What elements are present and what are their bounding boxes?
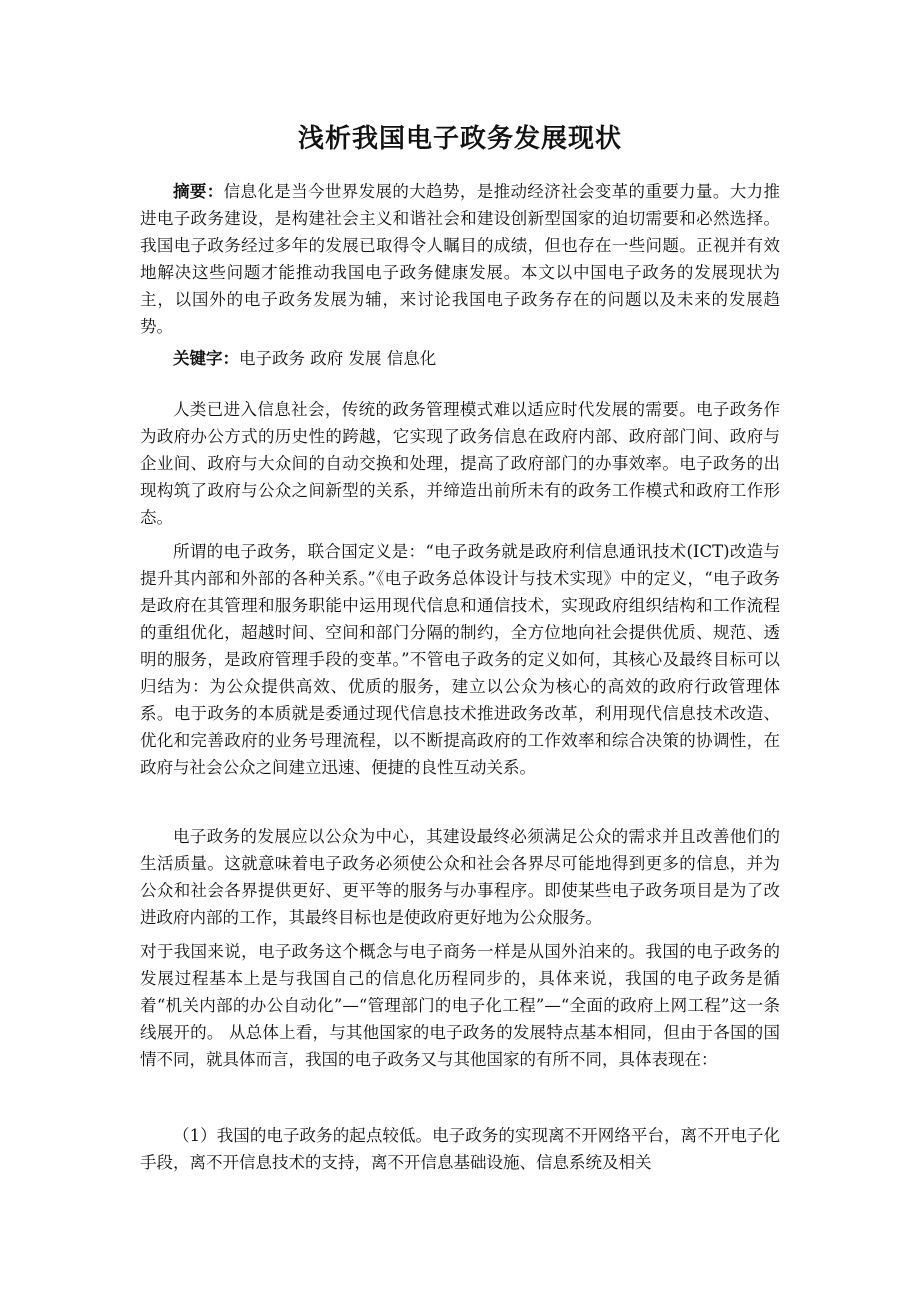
abstract-text: 信息化是当今世界发展的大趋势，是推动经济社会变革的重要力量。大力推进电子政务建设，是构建社会主义和谐社会和建设创新型国家的迫切需要和必然选择。我国电子政务经过多年的发展已取得令人瞩目的成绩，但也存在一些问题。正视并有效地解决这些问题才能推动我国电子政务健康发展。本文以中国电子政务的发展现状为主，以国外的电子政务发展为辅，来讨论我国电子政务存在的问题以及未来的发展趋势。 <box>140 182 781 336</box>
body-paragraph-4: 对于我国来说，电子政务这个概念与电子商务一样是从国外泊来的。我国的电子政务的发展过程基本上是与我国自己的信息化历程同步的，具体来说，我国的电子政务是循着“机关内部的办公自动化”—“管理部门的电子化工程”—“全面的政府上网工程”这一条线展开的。 从总体上看，与其他国家的电子政务的发展特点基本相同，但由于各国的国情不同，就具体而言，我国的电子政务又与其他国家的有所不同，具体表现在： <box>140 942 780 1069</box>
body-paragraph-1: 人类已进入信息社会，传统的政务管理模式难以适应时代发展的需要。电子政务作为政府办公方式的历史性的跨越，它实现了政务信息在政府内部、政府部门间、政府与企业间、政府与大众间的自动交换和处理，提高了政府部门的办事效率。电子政务的出现构筑了政府与公众之间新型的关系，并缔造出前所未有的政务工作模式和政府工作形态。 <box>140 400 780 527</box>
body-paragraph-2: 所谓的电子政务，联合国定义是：“电子政务就是政府利信息通讯技术(ICT)改造与提升其内部和外部的各种关系。”《电子政务总体设计与技术实现》中的定义，“电子政务是政府在其管理和服务职能中运用现代信息和通信技术，实现政府组织结构和工作流程的重组优化，超越时间、空间和部门分隔的制约，全方位地向社会提供优质、规范、透明的服务，是政府管理手段的变革。”不管电子政务的定义如何，其核心及最终目标可以归结为：为公众提供高效、优质的服务，建立以公众为核心的高效的政府行政管理体系。电于政务的本质就是委通过现代信息技术推进政务改革，利用现代信息技术改造、优化和完善政府的业务号理流程，以不断提高政府的工作效率和综合决策的协调性，在政府与社会公众之间建立迅速、便捷的良性互动关系。 <box>140 542 780 777</box>
abstract-paragraph <box>140 178 780 340</box>
keywords-text: 电子政务 政府 发展 信息化 <box>239 349 437 368</box>
abstract-label: 摘要： <box>173 182 224 201</box>
page-title: 浅析我国电子政务发展现状 <box>297 124 622 154</box>
body-paragraph-5: （1）我国的电子政务的起点较低。电子政务的实现离不开网络平台，离不开电子化手段，离不开信息技术的支持，离不开信息基础设施、信息系统及相关 <box>140 1126 780 1172</box>
body-paragraph-3: 电子政务的发展应以公众为中心，其建设最终必须满足公众的需求并且改善他们的生活质量。这就意味着电子政务必须使公众和社会各界尽可能地得到更多的信息，并为公众和社会各界提供更好、更平等的服务与办事程序。即使某些电子政务项目是为了改进政府内部的工作，其最终目标也是使政府更好地为公众服务。 <box>140 827 780 927</box>
keywords-paragraph <box>140 345 780 372</box>
keywords-label: 关键字： <box>173 349 239 368</box>
